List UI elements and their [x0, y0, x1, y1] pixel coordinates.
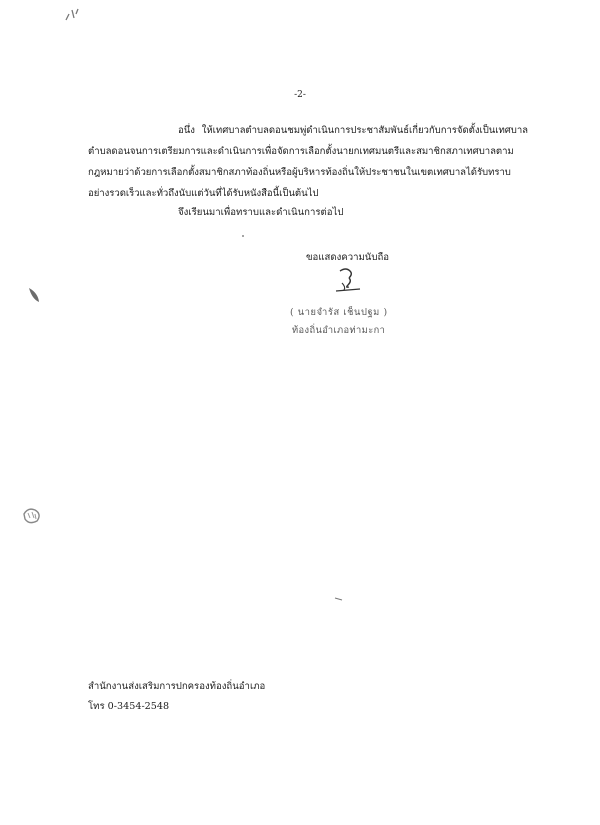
handwritten-signature — [330, 265, 370, 295]
office-name: สำนักงานส่งเสริมการปกครองท้องถิ่นอำเภอ — [88, 681, 266, 692]
scan-speck — [334, 596, 344, 602]
office-phone: โทร 0-3454-2548 — [88, 701, 170, 712]
scan-speck-2 — [240, 233, 246, 239]
scan-smudge — [20, 504, 44, 526]
page-number: -2- — [294, 90, 306, 100]
signer-name: ( นายจำรัส เช็นปฐม ) — [290, 307, 388, 318]
scan-mark-top — [60, 6, 84, 28]
signer-position: ท้องถิ่นอำเภอท่ามะกา — [292, 325, 386, 336]
body-paragraph: อนึ่ง ให้เทศบาลตำบลดอนชมพู่ดำเนินการประชาสัมพันธ์เกี่ยวกับการจัดตั้งเป็นเทศบาลตำบลดอนจนการเตรียมการและดำเนินการเพื่อจัดการเลือกตั้งนายกเทศมนตรีและสมาชิกสภาเทศบาลตามกฎหมายว่าด้วยการเลือกตั้งสมาชิกสภาท้องถิ่นหรือผู้บริหารท้องถิ่นให้ประชาชนในเขตเทศบาลได้รับทราบอย่างรวดเร็วและทั่วถึงนับแต่วันที่ได้รับหนังสือนี้เป็นต้นไป — [88, 125, 528, 199]
salutation: ขอแสดงความนับถือ — [306, 252, 390, 263]
punch-hole-shadow — [26, 284, 44, 304]
closing-request: จึงเรียนมาเพื่อทราบและดำเนินการต่อไป — [178, 207, 344, 218]
